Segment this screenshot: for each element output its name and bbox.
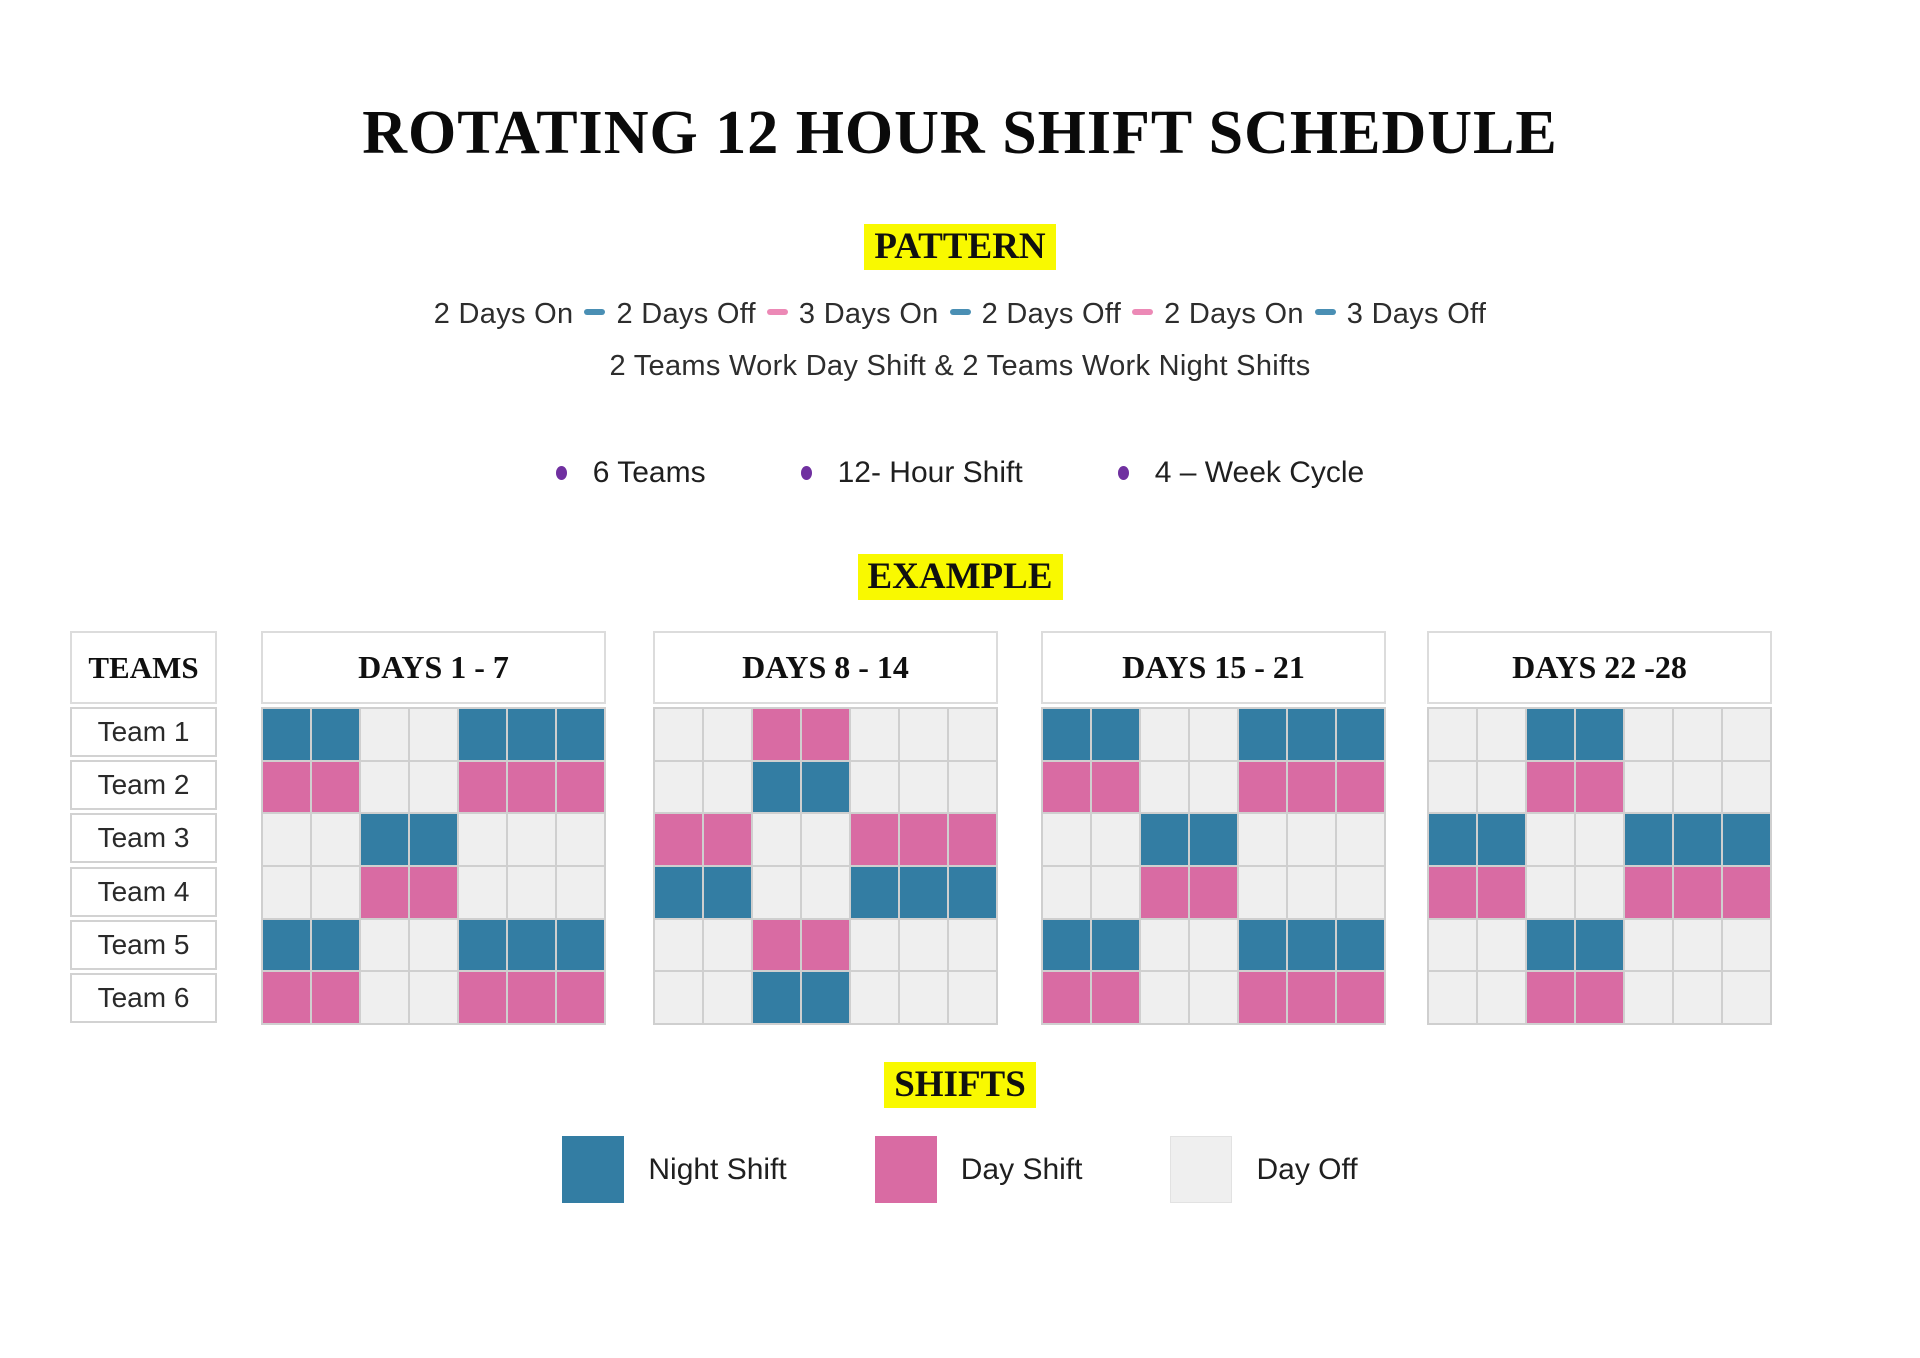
shift-cell — [752, 866, 801, 919]
shift-cell — [1189, 708, 1238, 761]
teams-header: TEAMS — [70, 631, 217, 704]
shift-cell — [1042, 761, 1091, 814]
shift-cell — [1477, 971, 1526, 1024]
shift-cell — [360, 919, 409, 972]
shift-cell — [1722, 761, 1771, 814]
shift-cell — [1091, 919, 1140, 972]
example-heading-row — [0, 554, 1920, 600]
shift-cell — [507, 708, 556, 761]
shift-cell — [752, 813, 801, 866]
shift-cell — [311, 708, 360, 761]
week-table — [1427, 631, 1772, 1025]
shift-cell — [1091, 761, 1140, 814]
shift-cell — [360, 761, 409, 814]
shift-cell — [899, 919, 948, 972]
shift-cell — [1575, 813, 1624, 866]
shift-cell — [948, 866, 997, 919]
shift-cell — [1238, 971, 1287, 1024]
shift-cell — [311, 813, 360, 866]
shift-cell — [360, 971, 409, 1024]
shift-cell — [948, 919, 997, 972]
pattern-dash — [1315, 309, 1336, 315]
shift-cell — [1091, 708, 1140, 761]
shift-cell — [458, 866, 507, 919]
shift-cell — [507, 866, 556, 919]
shift-grid — [1427, 707, 1772, 1025]
shift-cell — [1624, 866, 1673, 919]
shift-cell — [899, 708, 948, 761]
shift-cell — [1238, 813, 1287, 866]
shift-cell — [262, 866, 311, 919]
shift-cell — [703, 813, 752, 866]
team-row: Team 1 — [70, 707, 217, 757]
shift-cell — [752, 708, 801, 761]
shift-cell — [1238, 708, 1287, 761]
shift-cell — [507, 813, 556, 866]
legend-swatch — [1170, 1136, 1232, 1203]
pattern-dash — [950, 309, 971, 315]
shift-cell — [801, 866, 850, 919]
shift-cell — [1287, 761, 1336, 814]
shift-cell — [801, 708, 850, 761]
bullet-label: 4 – Week Cycle — [1154, 456, 1365, 489]
shift-cell — [1624, 813, 1673, 866]
shift-cell — [703, 971, 752, 1024]
shift-cell — [1673, 971, 1722, 1024]
shift-cell — [360, 708, 409, 761]
pattern-heading: PATTERN — [864, 224, 1055, 270]
shift-cell — [1428, 761, 1477, 814]
shift-cell — [1140, 761, 1189, 814]
shift-cell — [801, 919, 850, 972]
shift-cell — [262, 761, 311, 814]
pattern-segment: 2 Days Off — [981, 298, 1122, 330]
days-header: DAYS 8 - 14 — [653, 631, 998, 704]
shifts-heading: SHIFTS — [884, 1062, 1036, 1108]
shift-cell — [360, 866, 409, 919]
shift-cell — [556, 708, 605, 761]
shift-cell — [1336, 708, 1385, 761]
shift-cell — [654, 971, 703, 1024]
schedule-table — [0, 631, 1920, 1031]
shift-cell — [1287, 866, 1336, 919]
team-row: Team 6 — [70, 973, 217, 1023]
shift-cell — [1428, 919, 1477, 972]
shift-cell — [1428, 813, 1477, 866]
shift-cell — [409, 708, 458, 761]
shift-cell — [1140, 708, 1189, 761]
shift-grid — [653, 707, 998, 1025]
shift-cell — [899, 813, 948, 866]
bullet-item — [801, 456, 1023, 490]
shift-cell — [1189, 761, 1238, 814]
shift-cell — [1091, 813, 1140, 866]
shift-cell — [654, 761, 703, 814]
shift-cell — [850, 971, 899, 1024]
shift-cell — [556, 919, 605, 972]
legend-label: Day Shift — [960, 1152, 1083, 1186]
shift-cell — [262, 708, 311, 761]
shift-cell — [1336, 866, 1385, 919]
legend-item — [1170, 1136, 1357, 1203]
shift-cell — [1477, 813, 1526, 866]
shift-cell — [1673, 813, 1722, 866]
shift-cell — [1042, 919, 1091, 972]
pattern-heading-row — [0, 224, 1920, 270]
legend-label: Day Off — [1256, 1152, 1358, 1186]
days-header: DAYS 1 - 7 — [261, 631, 606, 704]
shift-cell — [1140, 866, 1189, 919]
shift-cell — [458, 813, 507, 866]
shift-cell — [948, 813, 997, 866]
shift-cell — [507, 919, 556, 972]
shift-cell — [703, 919, 752, 972]
pattern-sequence — [0, 298, 1920, 331]
shift-cell — [703, 708, 752, 761]
pattern-segment: 2 Days On — [1164, 298, 1304, 330]
shifts-heading-row — [0, 1062, 1920, 1108]
shift-cell — [1575, 761, 1624, 814]
pattern-dash — [584, 309, 605, 315]
shift-cell — [1722, 971, 1771, 1024]
shift-legend — [0, 1136, 1920, 1203]
pattern-dash — [767, 309, 788, 315]
shift-cell — [1091, 866, 1140, 919]
shift-cell — [409, 971, 458, 1024]
shift-cell — [507, 971, 556, 1024]
shift-cell — [654, 813, 703, 866]
shift-cell — [458, 919, 507, 972]
shift-cell — [311, 761, 360, 814]
shift-grid — [1041, 707, 1386, 1025]
legend-item — [562, 1136, 786, 1203]
shift-cell — [801, 761, 850, 814]
shift-cell — [1140, 971, 1189, 1024]
shift-cell — [262, 813, 311, 866]
shift-cell — [1189, 813, 1238, 866]
shift-cell — [556, 761, 605, 814]
shift-cell — [752, 971, 801, 1024]
shift-cell — [1477, 919, 1526, 972]
legend-swatch — [875, 1136, 937, 1203]
team-row: Team 3 — [70, 813, 217, 863]
shift-cell — [703, 761, 752, 814]
shift-cell — [1526, 708, 1575, 761]
bullet-list — [0, 456, 1920, 490]
bullet-dot-icon — [801, 466, 812, 480]
shift-cell — [556, 813, 605, 866]
shift-cell — [1722, 919, 1771, 972]
shift-cell — [1042, 866, 1091, 919]
pattern-dash — [1132, 309, 1153, 315]
bullet-item — [556, 456, 706, 490]
shift-cell — [311, 866, 360, 919]
shift-cell — [1722, 708, 1771, 761]
shift-cell — [850, 761, 899, 814]
shift-cell — [1575, 919, 1624, 972]
legend-label: Night Shift — [648, 1152, 787, 1186]
shift-cell — [654, 919, 703, 972]
shift-cell — [409, 866, 458, 919]
shift-cell — [1428, 971, 1477, 1024]
week-table — [1041, 631, 1386, 1025]
pattern-teams-note: 2 Teams Work Day Shift & 2 Teams Work Night Shifts — [609, 350, 1311, 382]
pattern-segment: 2 Days Off — [616, 298, 756, 330]
shift-cell — [1238, 761, 1287, 814]
shift-cell — [850, 866, 899, 919]
example-heading: EXAMPLE — [858, 554, 1063, 600]
shift-cell — [1673, 708, 1722, 761]
shift-cell — [556, 866, 605, 919]
shift-cell — [1287, 919, 1336, 972]
shift-cell — [801, 971, 850, 1024]
shift-cell — [1575, 971, 1624, 1024]
team-row: Team 2 — [70, 760, 217, 810]
shift-cell — [1673, 761, 1722, 814]
days-header: DAYS 22 -28 — [1427, 631, 1772, 704]
shift-cell — [458, 708, 507, 761]
days-header: DAYS 15 - 21 — [1041, 631, 1386, 704]
shift-cell — [948, 971, 997, 1024]
shift-cell — [1526, 919, 1575, 972]
shift-cell — [1477, 708, 1526, 761]
shift-cell — [1287, 813, 1336, 866]
week-table — [653, 631, 998, 1025]
shift-cell — [1189, 919, 1238, 972]
shift-cell — [262, 919, 311, 972]
shift-cell — [654, 866, 703, 919]
team-row: Team 5 — [70, 920, 217, 970]
shift-cell — [1575, 866, 1624, 919]
shift-cell — [1673, 866, 1722, 919]
shift-cell — [556, 971, 605, 1024]
shift-cell — [1140, 813, 1189, 866]
shift-cell — [948, 708, 997, 761]
shift-cell — [899, 971, 948, 1024]
shift-cell — [752, 919, 801, 972]
page-title: ROTATING 12 HOUR SHIFT SCHEDULE — [362, 99, 1558, 167]
shift-cell — [703, 866, 752, 919]
shift-cell — [262, 971, 311, 1024]
shift-cell — [1477, 761, 1526, 814]
shift-cell — [1428, 866, 1477, 919]
legend-swatch — [562, 1136, 624, 1203]
pattern-segment: 3 Days Off — [1346, 298, 1487, 330]
shift-cell — [1238, 919, 1287, 972]
shift-cell — [1091, 971, 1140, 1024]
shift-cell — [1526, 761, 1575, 814]
bullet-dot-icon — [556, 466, 567, 480]
shift-cell — [458, 971, 507, 1024]
team-row: Team 4 — [70, 867, 217, 917]
shift-cell — [654, 708, 703, 761]
shift-cell — [850, 708, 899, 761]
shift-cell — [1336, 919, 1385, 972]
shift-cell — [360, 813, 409, 866]
shift-cell — [409, 813, 458, 866]
shift-cell — [1042, 971, 1091, 1024]
bullet-label: 6 Teams — [592, 456, 706, 489]
shift-cell — [899, 866, 948, 919]
shift-cell — [1042, 708, 1091, 761]
shift-cell — [1673, 919, 1722, 972]
shift-cell — [752, 761, 801, 814]
shift-cell — [850, 813, 899, 866]
shift-cell — [1140, 919, 1189, 972]
legend-item — [875, 1136, 1083, 1203]
week-table — [261, 631, 606, 1025]
shift-cell — [1336, 813, 1385, 866]
pattern-segment: 2 Days On — [433, 298, 574, 330]
shift-cell — [1526, 866, 1575, 919]
shift-cell — [1336, 761, 1385, 814]
shift-cell — [1238, 866, 1287, 919]
pattern-segment: 3 Days On — [798, 298, 939, 330]
shift-cell — [1624, 708, 1673, 761]
shift-cell — [1575, 708, 1624, 761]
shift-cell — [1722, 813, 1771, 866]
bullet-item — [1118, 456, 1365, 490]
shift-cell — [311, 971, 360, 1024]
shift-cell — [1477, 866, 1526, 919]
shift-cell — [1189, 866, 1238, 919]
shift-cell — [1526, 813, 1575, 866]
shift-cell — [948, 761, 997, 814]
shift-cell — [1624, 971, 1673, 1024]
shift-cell — [1722, 866, 1771, 919]
shift-cell — [1189, 971, 1238, 1024]
shift-cell — [899, 761, 948, 814]
teams-column — [70, 631, 217, 1025]
shift-cell — [1042, 813, 1091, 866]
shift-cell — [409, 761, 458, 814]
shift-grid — [261, 707, 606, 1025]
shift-cell — [458, 761, 507, 814]
bullet-label: 12- Hour Shift — [837, 456, 1023, 489]
shift-cell — [1526, 971, 1575, 1024]
shift-cell — [1336, 971, 1385, 1024]
shift-cell — [311, 919, 360, 972]
shift-cell — [507, 761, 556, 814]
shift-cell — [850, 919, 899, 972]
bullet-dot-icon — [1118, 466, 1129, 480]
shift-cell — [1624, 761, 1673, 814]
shift-cell — [1428, 708, 1477, 761]
shift-cell — [1287, 971, 1336, 1024]
shift-cell — [1287, 708, 1336, 761]
shift-cell — [801, 813, 850, 866]
shift-cell — [409, 919, 458, 972]
shift-cell — [1624, 919, 1673, 972]
